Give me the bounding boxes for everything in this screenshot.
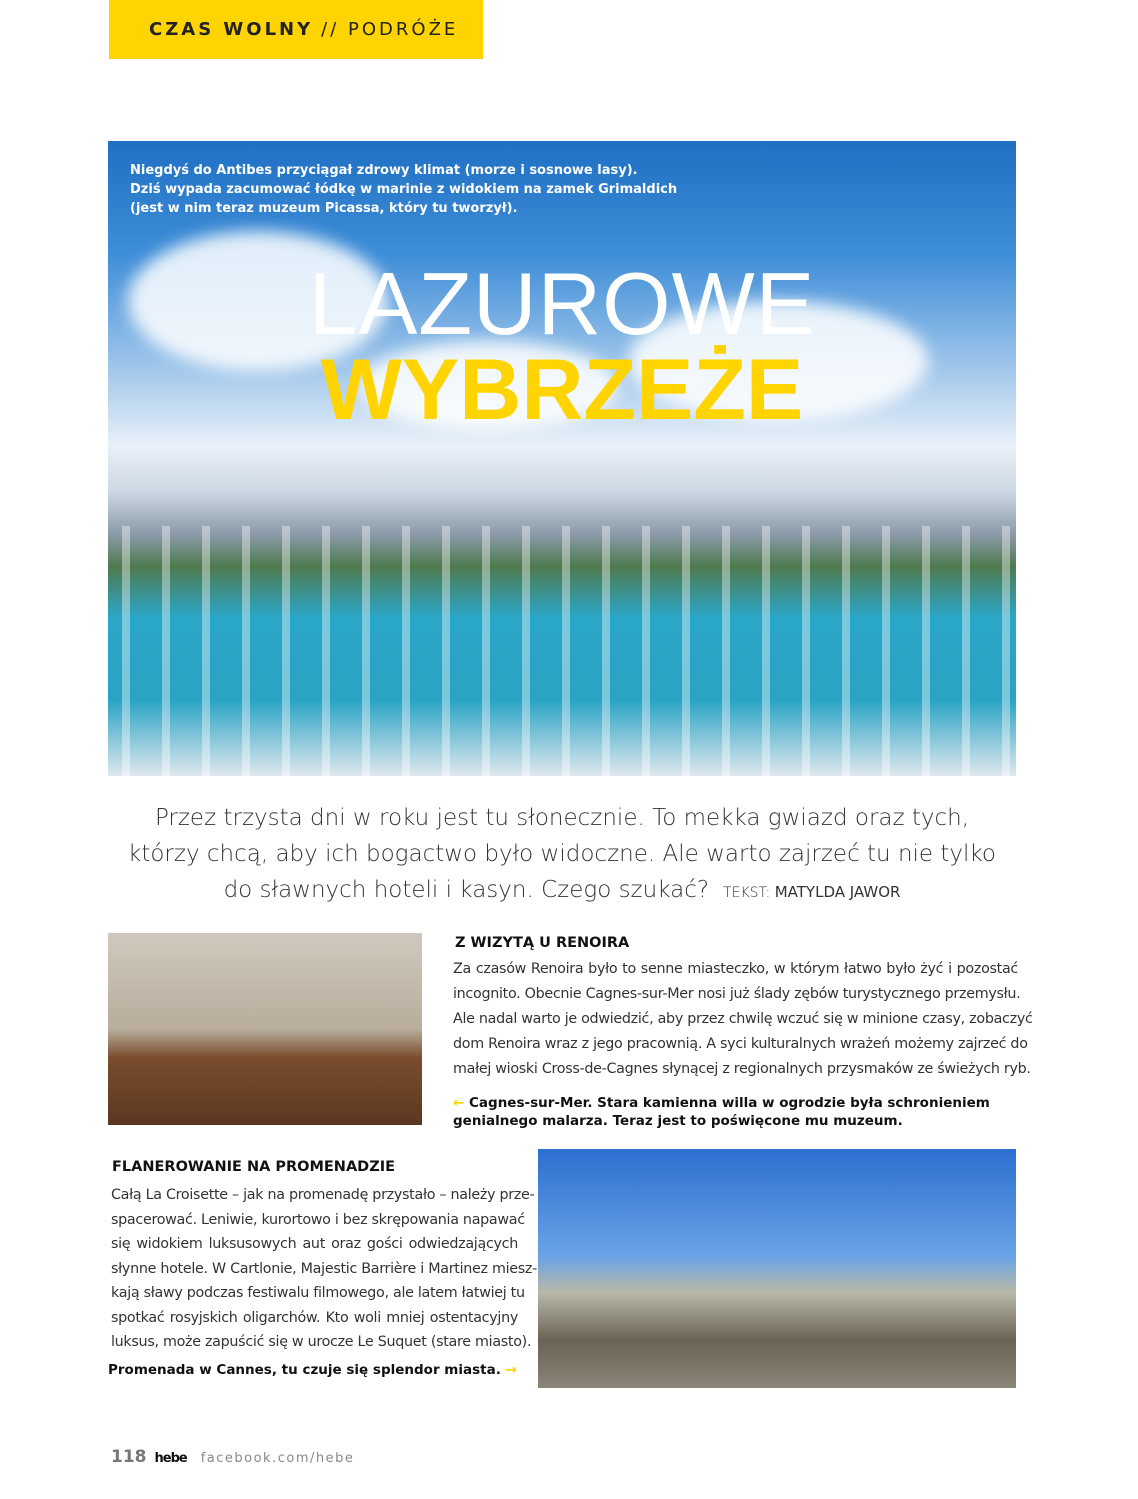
byline-label: TEKST:	[723, 885, 771, 901]
page-footer	[111, 1447, 354, 1467]
body-line: spacerować. Leniwie, kurortowo i bez skrępowania napawać	[111, 1211, 525, 1228]
intro-line: którzy chcą, aby ich bogactwo było widoczne. Ale warto zajrzeć tu nie tylko	[128, 841, 996, 867]
section-tag	[109, 0, 483, 59]
section2-body	[111, 1183, 537, 1355]
body-line: małej wioski Cross-de-Cagnes słynącej z regionalnych przysmaków ze świeżych ryb.	[453, 1061, 1031, 1077]
arrow-right-icon: →	[505, 1362, 517, 1378]
body-line: słynne hotele. W Cartlonie, Majestic Barrière i Martinez miesz-	[111, 1260, 537, 1277]
body-line: incognito. Obecnie Cagnes-sur-Mer nosi już ślady zębów turystycznego przemysłu.	[453, 986, 1021, 1002]
caption-line: (jest w nim teraz muzeum Picassa, który tu tworzył).	[130, 201, 518, 216]
body-line: się widokiem luksusowych aut oraz gości odwiedzających	[111, 1236, 518, 1252]
photo-cannes-promenade	[538, 1149, 1016, 1388]
author: MATYLDA JAWOR	[774, 883, 901, 901]
brand-logo: hebe	[154, 1451, 187, 1466]
title-line-2: WYBRZEŻE	[320, 342, 804, 438]
intro-line: Przez trzysta dni w roku jest tu słonecznie. To mekka gwiazd oraz tych,	[154, 805, 970, 831]
section1-photo-caption	[453, 1094, 990, 1130]
arrow-left-icon: ←	[453, 1095, 465, 1111]
caption-line: genialnego malarza. Teraz jest to poświęcone mu muzeum.	[453, 1113, 903, 1129]
intro-line: do sławnych hoteli i kasyn. Czego szukać?	[223, 877, 710, 903]
caption-text: Promenada w Cannes, tu czuje się splendor miasta.	[108, 1362, 501, 1378]
section1-heading: Z WIZYTĄ U RENOIRA	[455, 935, 630, 951]
caption-line: Niegdyś do Antibes przyciągał zdrowy klimat (morze i sosnowe lasy).	[130, 163, 638, 178]
caption-line: Dziś wypada zacumować łódkę w marinie z widokiem na zamek Grimaldich	[130, 182, 678, 197]
intro-lead	[108, 800, 1016, 911]
section1-body	[453, 957, 1033, 1082]
section2-photo-caption	[108, 1361, 517, 1379]
body-line: Za czasów Renoira było to senne miasteczko, w którym łatwo było żyć i pozostać	[453, 961, 1018, 977]
body-line: luksus, może zapuścić się w urocze Le Suquet (stare miasto).	[111, 1334, 532, 1350]
section-tag-bold: CZAS WOLNY	[149, 19, 314, 40]
body-line: dom Renoira wraz z jego pracownią. A syci kulturalnych wrażeń możemy zajrzeć do	[453, 1036, 1028, 1052]
hero-photo-antibes-marina	[108, 141, 1016, 776]
hero-caption	[130, 161, 677, 218]
byline	[723, 885, 900, 901]
body-line: kają sławy podczas festiwalu filmowego, ale latem łatwiej tu	[111, 1285, 525, 1301]
page-number: 118	[111, 1447, 147, 1467]
photo-renoir-studio	[108, 933, 422, 1125]
body-line: Całą La Croisette – jak na promenadę przystało – należy prze-	[111, 1187, 535, 1203]
section-tag-rest: // PODRÓŻE	[321, 19, 459, 40]
facebook-link[interactable]: facebook.com/hebe	[200, 1451, 355, 1466]
body-line: spotkać rosyjskich oligarchów. Kto woli mniej ostentacyjny	[111, 1309, 518, 1326]
body-line: Ale nadal warto je odwiedzić, aby przez chwilę wczuć się w minione czasy, zobaczyć	[453, 1011, 1033, 1027]
section2-heading: FLANEROWANIE NA PROMENADZIE	[112, 1159, 396, 1175]
title-line-1: LAZUROWE	[308, 254, 816, 353]
caption-line: Cagnes-sur-Mer. Stara kamienna willa w ogrodzie była schronieniem	[469, 1095, 990, 1111]
